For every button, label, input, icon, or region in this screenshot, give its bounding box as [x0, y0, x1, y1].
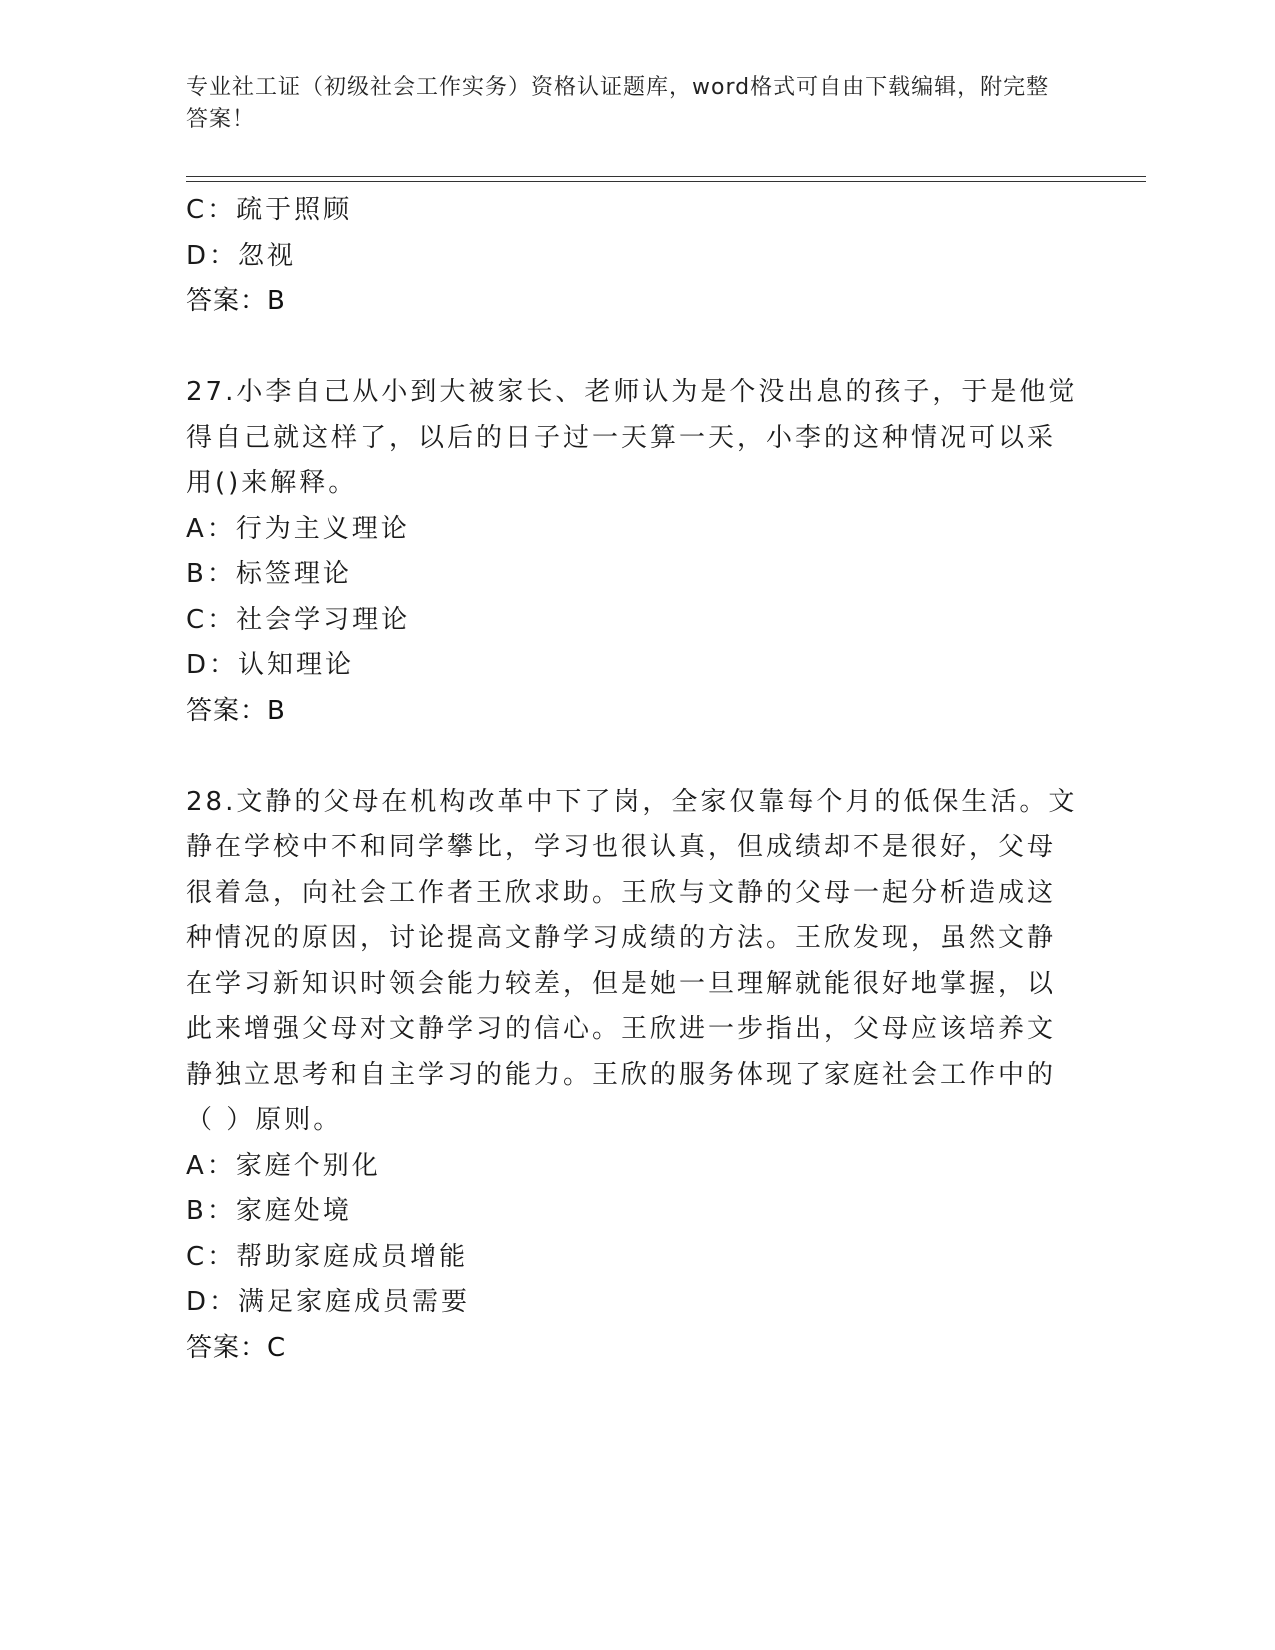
question-28: [186, 780, 1086, 1372]
question-stem-line: 很着急，向社会工作者王欣求助。王欣与文静的父母一起分析造成这: [186, 877, 1057, 908]
option-b: B：标签理论: [186, 559, 352, 589]
continued-question: [186, 188, 1086, 325]
header-rule-bottom: [186, 181, 1146, 182]
question-stem-line: 静在学校中不和同学攀比，学习也很认真，但成绩却不是很好，父母: [186, 832, 1057, 862]
option-d: D：满足家庭成员需要: [186, 1287, 471, 1317]
option-a: A：家庭个别化: [186, 1150, 381, 1181]
question-stem-line: 种情况的原因，讨论提高文静学习成绩的方法。王欣发现，虽然文静: [186, 923, 1057, 953]
spacer: [186, 325, 1086, 371]
question-stem-line: 得自己就这样了，以后的日子过一天算一天，小李的这种情况可以采: [186, 422, 1057, 453]
question-stem-line: 用()来解释。: [186, 468, 358, 498]
question-stem-line: 静独立思考和自主学习的能力。王欣的服务体现了家庭社会工作中的: [186, 1059, 1057, 1090]
document-header: [186, 72, 1066, 136]
answer: 答案：B: [186, 286, 286, 316]
option-c: C：社会学习理论: [186, 604, 411, 635]
spacer: [186, 734, 1086, 780]
option-c: C：疏于照顾: [186, 195, 353, 225]
document-body: [186, 188, 1086, 1371]
option-d: D：认知理论: [186, 650, 355, 680]
header-title: 专业社工证（初级社会工作实务）资格认证题库，word格式可自由下载编辑，附完整答案！: [186, 75, 1050, 132]
answer: 答案：C: [186, 1332, 287, 1363]
option-b: B：家庭处境: [186, 1196, 352, 1226]
question-27: [186, 370, 1086, 734]
question-stem-line: 此来增强父母对文静学习的信心。王欣进一步指出，父母应该培养文: [186, 1014, 1057, 1044]
question-stem-line: 在学习新知识时领会能力较差，但是她一旦理解就能很好地掌握，以: [186, 968, 1057, 999]
answer: 答案：B: [186, 695, 286, 726]
question-stem-line: 28.文静的父母在机构改革中下了岗，全家仅靠每个月的低保生活。文: [186, 786, 1078, 817]
option-a: A：行为主义理论: [186, 513, 410, 544]
option-d: D：忽视: [186, 240, 297, 271]
question-stem-line: 27.小李自己从小到大被家长、老师认为是个没出息的孩子，于是他觉: [186, 377, 1078, 407]
question-stem-line: （ ）原则。: [186, 1105, 343, 1135]
option-c: C：帮助家庭成员增能: [186, 1241, 469, 1272]
header-rule-top: [186, 176, 1146, 177]
